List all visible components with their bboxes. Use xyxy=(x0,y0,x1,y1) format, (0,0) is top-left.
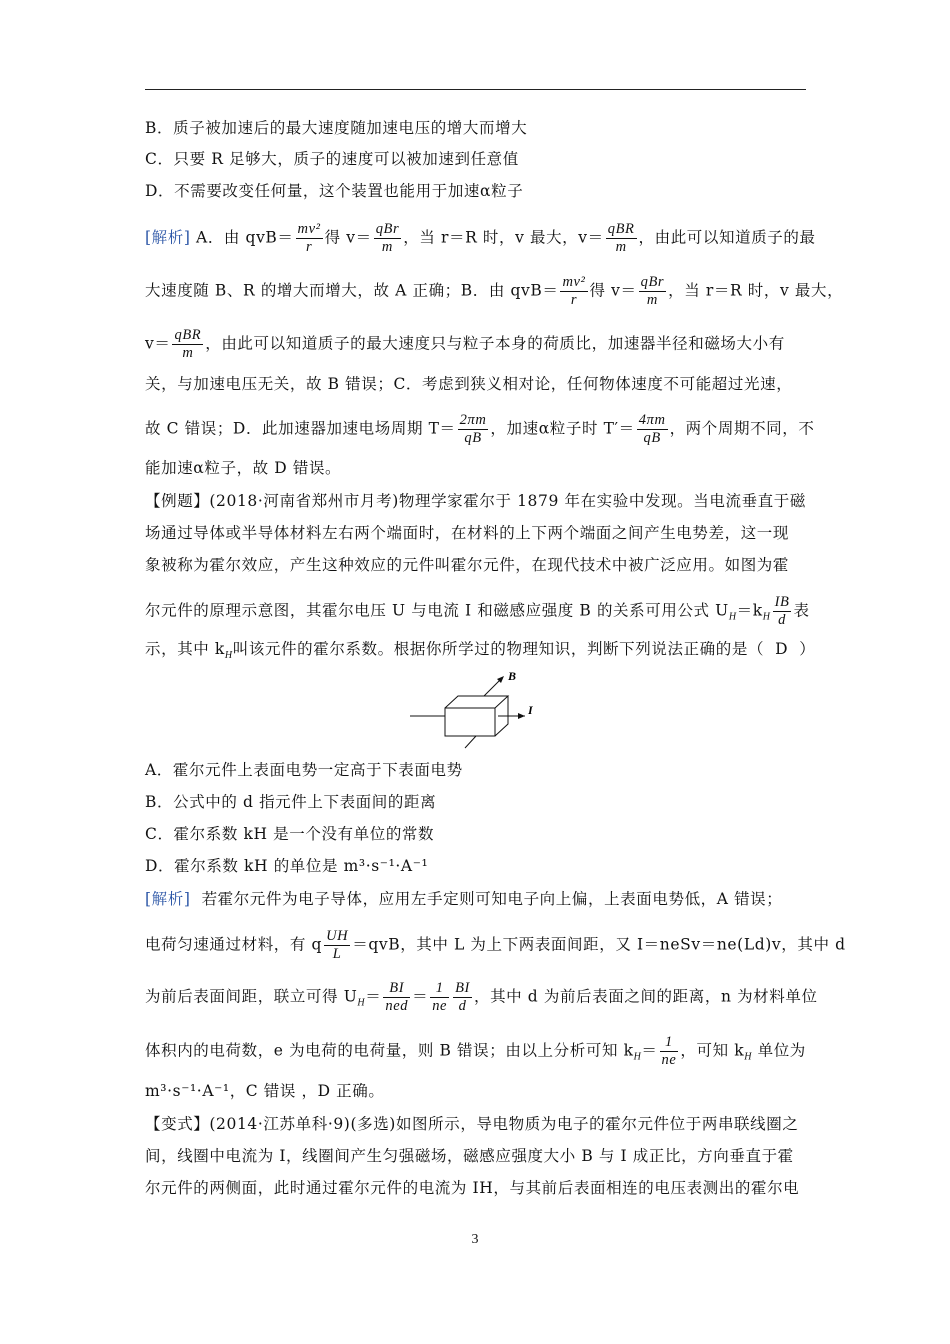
answer-letter: D xyxy=(775,640,789,658)
analysis1-line1: [解析] A．由 qvB＝ $\frac{\text{mv²}}{r}$ 得 v＝ $\frac{\text{qBr}}{m}$ ，当 r＝R 时，v 最大，v＝ $\frac{\text{qBR}}{m}$ ，由此可以知道质子的最 xyxy=(145,221,816,255)
fraction: $\frac{\text{mv²}}{r}$ xyxy=(297,221,321,255)
label-b: B xyxy=(508,669,517,683)
example-line3: 象被称为霍尔效应，产生这种效应的元件叫霍尔元件，在现代技术中被广泛应用。如图为霍 xyxy=(145,556,790,574)
fraction: $\frac{\text{qBR}}{m}$ xyxy=(607,221,635,255)
fraction: $\frac{\text{qBr}}{m}$ xyxy=(375,221,400,255)
option-a: A．霍尔元件上表面电势一定高于下表面电势 xyxy=(145,761,463,779)
header-rule xyxy=(145,89,806,90)
analysis1-line4: 关，与加速电压无关，故 B 错误；C．考虑到狭义相对论，任何物体速度不可能超过光速， xyxy=(145,375,793,393)
analysis1-line2: 大速度随 B、R 的增大而增大，故 A 正确；B．由 qvB＝ $\frac{\text{mv²}}{r}$ 得 v＝ $\frac{\text{qBr}}{m}$ ，当 r＝R 时，v 最大， xyxy=(145,274,844,308)
analysis-tag: [解析] xyxy=(145,228,191,247)
fraction: $\frac{BI}{d}$ xyxy=(455,980,470,1014)
fraction: $\frac{IB}{d}$ xyxy=(774,594,790,628)
option-d: D．霍尔系数 kH 的单位是 m³·s⁻¹·A⁻¹ xyxy=(145,857,429,875)
analysis2-line3: 为前后表面间距，联立可得 $U_H=$ $\frac{BI}{\text{ned}}$ ＝ $\frac{1}{ne}$ $\frac{BI}{d}$ ，其中 d 为前后表面之间的距离，n 为材料单位 xyxy=(145,980,818,1014)
example-line1: 【例题】(2018·河南省郑州市月考)物理学家霍尔于 1879 年在实验中发现。当电流垂直于磁 xyxy=(145,492,806,510)
fraction: $\frac{1}{ne}$ xyxy=(432,980,448,1014)
option-b: B．公式中的 d 指元件上下表面间的距离 xyxy=(145,793,437,811)
analysis1-line5: 故 C 错误；D．此加速器加速电场周期 T＝ $\frac{2\pi m}{qB}$ ，加速α粒子时 T′＝ $\frac{4\pi m}{qB}$ ，两个周期不同，不 xyxy=(145,412,815,446)
analysis-tag: [解析] xyxy=(145,890,191,908)
example-line5: 示，其中 $k_H$叫该元件的霍尔系数。根据你所学过的物理知识，判断下列说法正确的是（ D ） xyxy=(145,640,816,662)
analysis1-line3: v＝ $\frac{\text{qBR}}{m}$ ，由此可以知道质子的最大速度只与粒子本身的荷质比，加速器半径和磁场大小有 xyxy=(145,327,785,361)
fraction: $\frac{2\pi m}{qB}$ xyxy=(459,412,487,446)
hall-element-figure xyxy=(410,668,550,752)
fraction: $\frac{BI}{\text{ned}}$ xyxy=(385,980,409,1014)
variant-line1: 【变式】(2014·江苏单科·9)(多选)如图所示，导电物质为电子的霍尔元件位于两串联线圈之 xyxy=(145,1115,799,1133)
fraction: $\frac{UH}{L}$ xyxy=(326,928,349,962)
variant-line3: 尔元件的两侧面，此时通过霍尔元件的电流为 IH，与其前后表面相连的电压表测出的霍尔电 xyxy=(145,1179,800,1197)
fraction: $\frac{\text{qBR}}{m}$ xyxy=(174,327,202,361)
fraction: $\frac{4\pi m}{qB}$ xyxy=(638,412,666,446)
page-number: 3 xyxy=(471,1232,479,1247)
fraction: $\frac{\text{qBr}}{m}$ xyxy=(640,274,665,308)
label-i: I xyxy=(528,703,533,717)
analysis2-line5: m³·s⁻¹·A⁻¹，C 错误 ，D 正确。 xyxy=(145,1082,385,1100)
option-d-prev: D．不需要改变任何量，这个装置也能用于加速α粒子 xyxy=(145,182,524,200)
analysis2-line4: 体积内的电荷数，e 为电荷的电荷量，则 B 错误；由以上分析可知 $k_H=$ $\frac{1}{ne}$ ，可知 $k_H$ 单位为 xyxy=(145,1034,806,1068)
option-c: C．霍尔系数 kH 是一个没有单位的常数 xyxy=(145,825,435,843)
example-line2: 场通过导体或半导体材料左右两个端面时，在材料的上下两个端面之间产生电势差，这一现 xyxy=(145,524,790,542)
fraction: $\frac{1}{ne}$ xyxy=(661,1034,677,1068)
analysis2-line2: 电荷匀速通过材料，有 q $\frac{UH}{L}$ ＝qvB，其中 L 为上下两表面间距，又 I＝neSv＝ne(Ld)v，其中 d xyxy=(145,928,846,962)
variant-line2: 间，线圈中电流为 I，线圈间产生匀强磁场，磁感应强度大小 B 与 I 成正比，方向垂直于霍 xyxy=(145,1147,794,1165)
option-b-prev: B．质子被加速后的最大速度随加速电压的增大而增大 xyxy=(145,119,528,137)
analysis1-line6: 能加速α粒子，故 D 错误。 xyxy=(145,459,342,477)
example-line4: 尔元件的原理示意图，其霍尔电压 U 与电流 I 和磁感应强度 B 的关系可用公式 $U_H=k_H$ $\frac{IB}{d}$ 表 xyxy=(145,594,810,628)
fraction: $\frac{\text{mv²}}{r}$ xyxy=(562,274,586,308)
analysis2-line1: [解析] 若霍尔元件为电子导体，应用左手定则可知电子向上偏，上表面电势低，A 错误； xyxy=(145,890,783,908)
option-c-prev: C．只要 R 足够大，质子的速度可以被加速到任意值 xyxy=(145,150,519,168)
